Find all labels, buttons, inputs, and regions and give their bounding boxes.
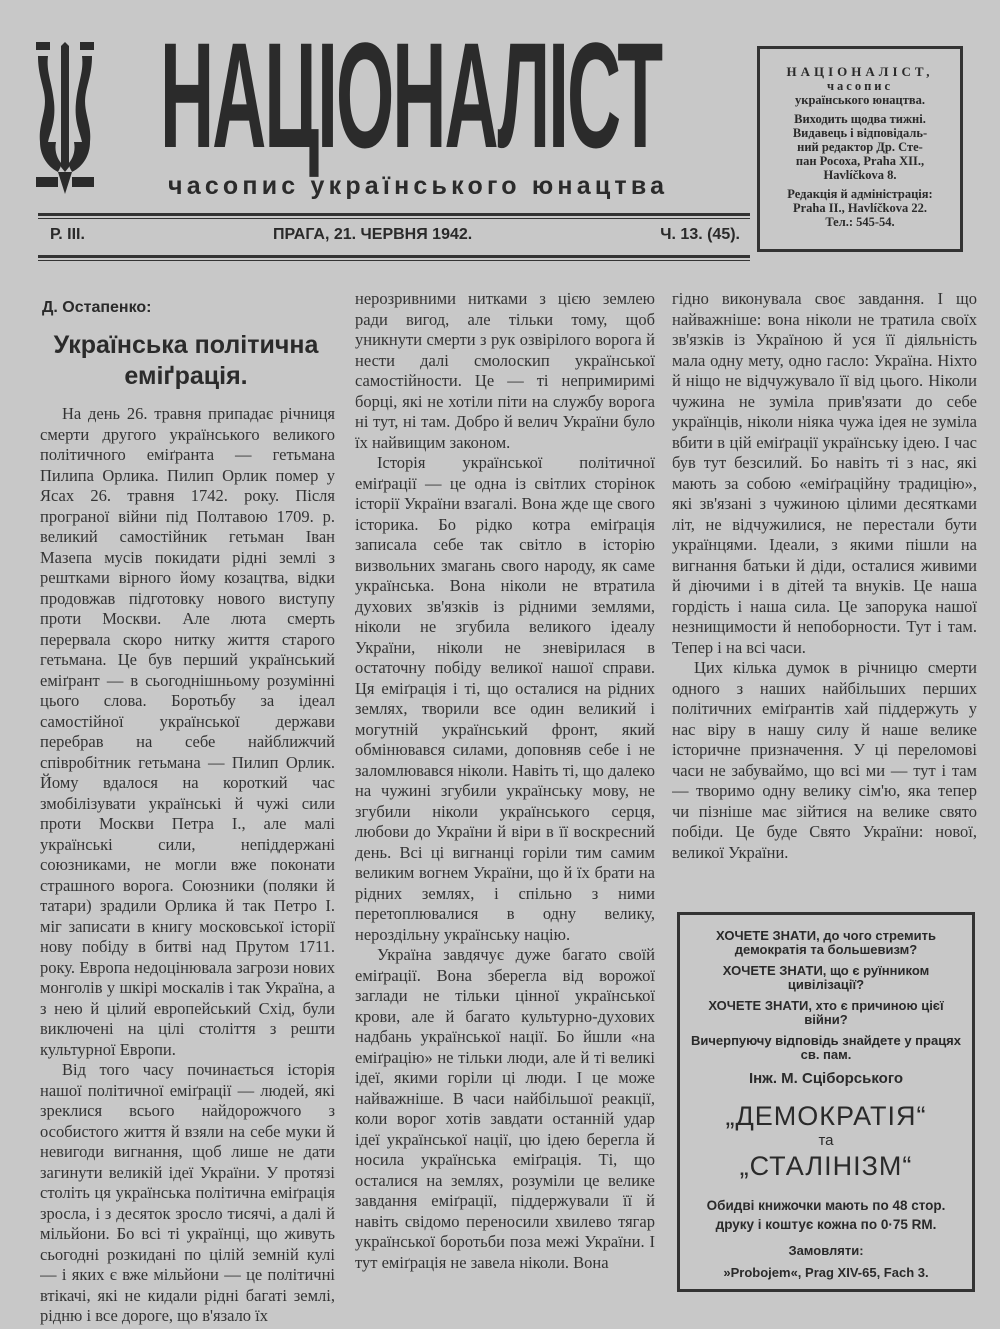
article-column-2 (355, 289, 655, 1326)
masthead-rule-top (38, 213, 750, 219)
ad-question: ХОЧЕТЕ ЗНАТИ, хто є причиною цієї війни? (708, 998, 944, 1027)
ad-details: Обидві книжочки мають по 48 стор. друку і коштує кожна по 0·75 RM. (706, 1198, 946, 1232)
ad-question: ХОЧЕТЕ ЗНАТИ, до чого стремить демократія та большевизм? (716, 928, 936, 957)
info-line: українського юнацтва. (795, 93, 925, 107)
info-line: часопис (826, 79, 894, 93)
info-line: пан Росоха, Praha XII., (795, 154, 925, 168)
article-author: Д. Остапенко: (42, 299, 152, 316)
article-paragraph: Від того часу починається історія нашої політичної еміґрації — людей, які зреклися всього найдорожчого з особистого життя й взяли на себе муки й невигоди вигнання, щоб лише не дати загинути великій ідеї України. У протязі століть ця українська політична еміґрація зросла, і з десяток зросло тисячі, а далі й мільйони. Бо всі ті українці, що живуть сьогодні розкидані по цілій земній кулі — і яких є вже мільйони — це політичні втікачі, які не кидали рідні багаті землі, рідню і все дороге, що в'язало їх (40, 1060, 335, 1325)
info-line: Виходить щодва тижні. (794, 112, 926, 126)
dateline (50, 226, 740, 244)
masthead-rule-bottom (38, 255, 750, 261)
place-date: ПРАГА, 21. ЧЕРВНЯ 1942. (273, 226, 473, 243)
info-line: Редакція й адміністрація: (787, 187, 933, 201)
article-paragraph: Цих кілька думок в річницю смерти одного з наших найбільших перших політичних еміґрантів хай піддержуть у нас віру в нашу силу й наше велике історичне призначення. У ці переломові часи не забуваймо, що всі ми — тут і там — творимо одну велику сім'ю, яка тепер чи пізніше має зійтися на велике свято побіди. Це буде Свято України: нової, великої України. (672, 658, 977, 862)
article-column-3 (672, 289, 977, 901)
issue-number: Ч. 13. (45). (660, 226, 740, 243)
article-paragraph: нерозривними нитками з цією землею ради вигод, але тільки тому, щоб уникнути смерти з рук озвірілого ворога й нести далі смолоскип української самостійности. Це — ті непримиримі борці, які не хотіли піти на службу ворога ні тут, ні там. Добро й велич України було їх найвищим законом. (355, 289, 655, 452)
article-paragraph: Історія української політичної еміґрації — це одна із світлих сторінок історії України взагалі. Вона жде ще свого історика. Бо рідко котра еміґрація записала себе так світло в історію визвольних змагань свого народу, як саме українська. Вона ніколи не втратила духових зв'язків із рідними землями, ніколи не згубила великого ідеалу України, ніколи не зневірилася в остаточну побіду великої нашої справи. Ця еміґрація і ті, що осталися на рідних землях, творили все один великий і могутній український фронт, який обмінювався силами, доповняв себе і не заломлювався ніколи. Навіть ті, що далеко на чужині згубили українську мову, не згубили ніколи українського серця, любови до України й віри в її воскресний день. Всі ці вигнанці горіли тим самим великим вогнем України, що й їх брати на рідних землях, і спільно з ними перетоплювалися в одну велику, нероздільну українську націю. (355, 453, 655, 944)
ad-address: »Probojem«, Prag XIV-65, Fach 3. (723, 1265, 929, 1280)
ad-conjunction: та (818, 1132, 834, 1149)
article-paragraph: гідно виконувала своє завдання. І що найважніше: вона ніколи не тратила своїх зв'язків із Україною й уся її діяльність мала одну мету, одно гасло: Україна. Ніхто й ніщо не відчужувало її від цього. Ніколи чужина не зуміла прив'язати до себе українців, ніколи ніяка чужа ідея не зуміла вбити в цій еміґрації українську ідею. І час був тут безсилий. Бо навіть ті з нас, які мають за собою «еміґраційну традицію», які зв'язані з чужиною цілими десятками літ, не відчужилися, не перестали бути українцями. Ідеали, з якими пішли на вигнання батьки й діди, осталися живими й діючими і в дітей та внуків. Це наша гордість і наша сила. Це запорука нашої незнищимости й непоборности. Тут і там. Тепер і на всі часи. (672, 289, 977, 657)
info-line: НАЦІОНАЛІСТ, (786, 64, 934, 79)
info-line: ний редактор Др. Сте- (797, 140, 923, 154)
ad-question: ХОЧЕТЕ ЗНАТИ, що є руїнником цивілізації? (722, 963, 930, 992)
ad-author: Інж. М. Сціборського (748, 1070, 904, 1087)
masthead-title: НАЦІОНАЛІСТ (160, 11, 662, 179)
book-advertisement (677, 912, 975, 1292)
ad-book-title-2: „СТАЛІНІЗМ“ (739, 1151, 913, 1181)
ad-book-title-1: „ДЕМОКРАТІЯ“ (725, 1101, 927, 1131)
article-paragraph: На день 26. травня припадає річниця смерти другого українського великого політичного еміґранта — гетьмана Пилипа Орлика. Пилип Орлик помер у Ясах 26. травня 1742. року. Після програної війни під Полтавою 1709. р. великий самостійник гетьман Іван Мазепа мусів покидати рідні землі з рештками вірного йому козацтва, відки продовжав підготовку нового виступу проти Москви. Але люта смерть перервала скоро нитку життя старого гетьмана. Це був перший український еміґрант — в сьогоднішньому розумінні цього слова. Боротьбу за ідеал самостійної української держави перебрав на себе найближчий співробітник гетьмана — Пилип Орлик. Йому вдалося на короткий час змобілізувати українські й чужі сили проти Москви Петра I., але малі українські сили, непіддержані союзниками, не могли вже поконати страшного ворога. Союзники (поляки й татари) зрадили Орлика й так Петро I. міг записати в книгу московської історії нову побіду в битві над Прутом 1711. року. Европа недоцінювала загрози нових монголів у шкірі москалів і так Україна, а з нею й цілий европейський Схід, були виключені на цілі століття з решти культурної Европи. (40, 404, 335, 1059)
info-line: Тел.: 545-54. (825, 215, 895, 229)
ad-order-label: Замовляти: (788, 1243, 864, 1258)
publisher-info-box (757, 46, 963, 252)
info-line: Видавець і відповідаль- (792, 126, 928, 140)
masthead-subtitle: часопис українського юнацтва (168, 172, 669, 200)
ad-answer: Вичерпуючу відповідь знайдете у працях св. пам. (690, 1033, 961, 1062)
volume-number: Р. III. (50, 226, 85, 243)
info-line: Havlíčkova 8. (823, 168, 897, 182)
trident-emblem-icon (36, 42, 94, 194)
info-line: Praha II., Havlíčkova 22. (792, 201, 928, 215)
article-column-1 (40, 404, 335, 1326)
article-paragraph: Україна завдячує дуже багато своїй еміґрації. Вона зберегла від ворожої заглади не тільки цінної української крови, але й багато культурно-духових надбань української нації. Бо йшли «на еміґрацію» не тільки люди, але й ті великі ідеї, якими горіли ці люди. І це може найважніше. В часи найбільшої реакції, коли ворог хотів завдати останній удар ідеї української нації, цю ідею берегла й носила українська еміґрація. Ті, що осталися на землях, розуміли це велике завдання еміґрації, піддержували її й навіть свідомо переносили хвилево тягар української боротьби поза межі України. І тут еміґрація не завела ніколи. Вона (355, 945, 655, 1272)
article-headline: Українська політична еміґрація. (53, 331, 319, 390)
